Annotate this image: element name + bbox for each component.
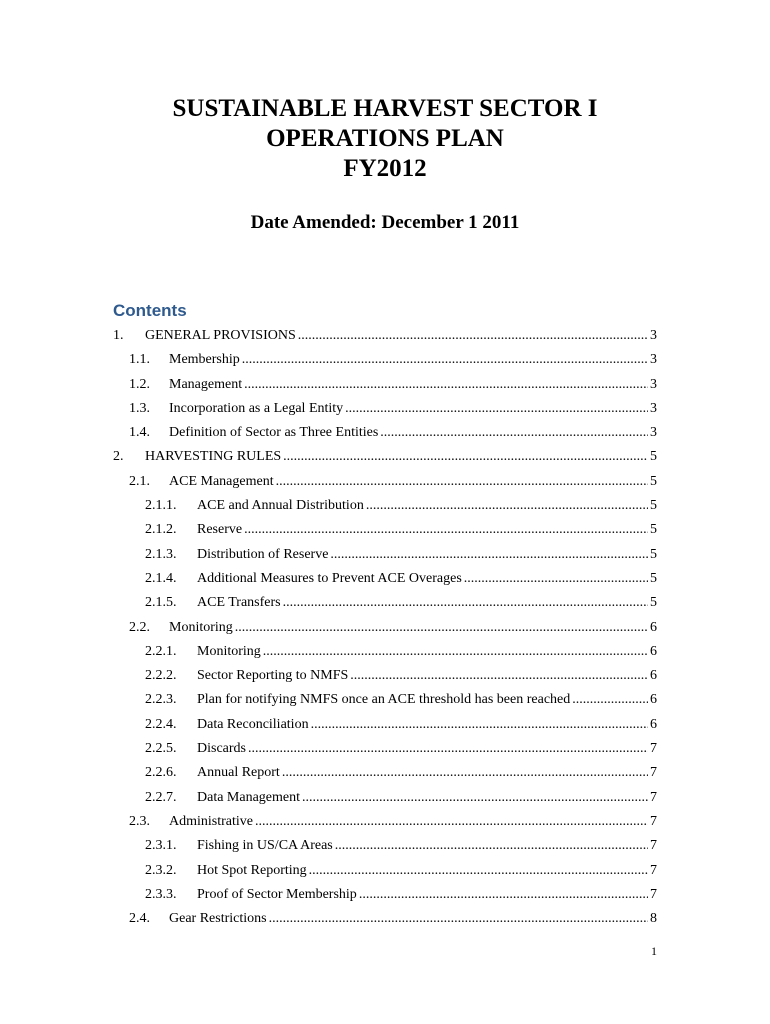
toc-entry-label: Plan for notifying NMFS once an ACE threshold has been reached [197,692,571,708]
title-line-2: OPERATIONS PLAN [266,125,504,152]
toc-entry-text [197,761,657,785]
toc-entry-label: Management [169,376,243,392]
toc-entry-page: 6 [650,668,657,684]
toc-dot-leader [282,761,648,785]
toc-entry-number: 2.2.7. [145,789,177,805]
toc-entry-text [197,543,657,567]
toc-entry-label: ACE Transfers [197,595,281,611]
toc-dot-leader [269,907,648,931]
toc-entry-text [169,397,657,421]
toc-entry[interactable] [0,616,770,640]
toc-entry-page: 3 [650,376,657,392]
toc-entry[interactable] [0,567,770,591]
toc-entry-text [169,907,657,931]
toc-entry-text [169,470,657,494]
toc-entry-number: 2.1.2. [145,522,177,538]
toc-entry-page: 3 [650,400,657,416]
toc-entry-text [169,348,657,372]
toc-entry-text [197,688,657,712]
toc-entry-page: 6 [650,716,657,732]
toc-entry-number: 2.2.4. [145,716,177,732]
toc-entry-number: 1.1. [129,352,150,368]
toc-entry-text [169,421,657,445]
toc-entry-page: 7 [650,886,657,902]
toc-dot-leader [298,324,648,348]
title-line-3: FY2012 [343,155,427,182]
toc-entry[interactable] [0,907,770,931]
toc-entry-page: 5 [650,449,657,465]
toc-entry[interactable] [0,761,770,785]
toc-entry-number: 2.1.4. [145,570,177,586]
toc-entry[interactable] [0,640,770,664]
toc-entry-label: Sector Reporting to NMFS [197,668,349,684]
toc-entry[interactable] [0,470,770,494]
toc-dot-leader [366,494,648,518]
toc-entry[interactable] [0,737,770,761]
toc-entry-page: 7 [650,789,657,805]
toc-entry-text [145,324,657,348]
toc-entry-number: 2.3.1. [145,838,177,854]
toc-entry[interactable] [0,786,770,810]
toc-dot-leader [235,616,648,640]
toc-entry-text [169,616,657,640]
toc-entry[interactable] [0,688,770,712]
toc-entry-page: 6 [650,692,657,708]
toc-entry[interactable] [0,348,770,372]
toc-entry-page: 7 [650,765,657,781]
toc-entry-number: 1.3. [129,400,150,416]
toc-entry[interactable] [0,810,770,834]
toc-entry[interactable] [0,591,770,615]
toc-entry-label: ACE Management [169,473,274,489]
toc-entry-label: Data Management [197,789,301,805]
toc-dot-leader [345,397,648,421]
toc-dot-leader [572,688,648,712]
toc-entry[interactable] [0,664,770,688]
toc-entry-label: Proof of Sector Membership [197,886,357,902]
toc-dot-leader [242,348,648,372]
toc-entry-text [145,445,657,469]
toc-entry-text [197,883,657,907]
toc-entry[interactable] [0,324,770,348]
toc-entry-page: 7 [650,862,657,878]
toc-entry-number: 2.2.3. [145,692,177,708]
toc-entry-label: Reserve [197,522,243,538]
toc-entry-label: Definition of Sector as Three Entities [169,425,379,441]
toc-entry-number: 2.2.1. [145,643,177,659]
toc-entry-text [197,567,657,591]
toc-dot-leader [255,810,648,834]
toc-entry-text [197,737,657,761]
toc-entry-label: Administrative [169,813,253,829]
toc-entry[interactable] [0,859,770,883]
toc-entry-page: 5 [650,595,657,611]
toc-entry-text [197,640,657,664]
toc-entry-label: Fishing in US/CA Areas [197,838,333,854]
toc-entry[interactable] [0,445,770,469]
toc-entry-text [169,810,657,834]
toc-entry-label: Monitoring [197,643,261,659]
toc-entry-text [169,373,657,397]
toc-entry-number: 2.2. [129,619,150,635]
toc-entry[interactable] [0,373,770,397]
toc-entry[interactable] [0,421,770,445]
page-number: 1 [651,944,657,958]
table-of-contents [0,324,770,931]
toc-entry[interactable] [0,834,770,858]
toc-entry-page: 7 [650,838,657,854]
toc-entry-text [197,518,657,542]
toc-entry[interactable] [0,543,770,567]
toc-entry[interactable] [0,518,770,542]
toc-entry-page: 5 [650,473,657,489]
toc-dot-leader [311,713,648,737]
toc-entry[interactable] [0,494,770,518]
toc-entry-number: 2.1.5. [145,595,177,611]
toc-entry-label: Incorporation as a Legal Entity [169,400,344,416]
toc-entry-page: 5 [650,498,657,514]
toc-entry[interactable] [0,883,770,907]
toc-entry-page: 8 [650,911,657,927]
contents-heading: Contents [113,301,187,320]
toc-entry-number: 2.3. [129,813,150,829]
toc-entry-number: 2.3.3. [145,886,177,902]
toc-dot-leader [330,543,648,567]
date-amended: Date Amended: December 1 2011 [250,212,520,233]
toc-entry-page: 6 [650,619,657,635]
toc-entry-text [197,664,657,688]
toc-entry-page: 5 [650,570,657,586]
toc-dot-leader [283,591,648,615]
toc-dot-leader [276,470,648,494]
toc-entry-number: 2.1. [129,473,150,489]
toc-entry-text [197,591,657,615]
toc-entry-label: ACE and Annual Distribution [197,498,364,514]
toc-dot-leader [380,421,648,445]
toc-dot-leader [464,567,648,591]
toc-entry-number: 2.3.2. [145,862,177,878]
toc-entry-label: GENERAL PROVISIONS [145,328,296,343]
document-title [0,94,770,184]
toc-entry-number: 1.4. [129,425,150,441]
toc-entry-page: 3 [650,425,657,441]
toc-dot-leader [359,883,648,907]
toc-entry-page: 5 [650,522,657,538]
toc-entry-label: Discards [197,741,246,757]
toc-entry-label: Gear Restrictions [169,911,267,927]
toc-entry-number: 2. [113,449,124,465]
toc-entry-text [197,834,657,858]
toc-entry-number: 2.2.5. [145,741,177,757]
toc-entry-number: 2.2.2. [145,668,177,684]
toc-entry-page: 3 [650,328,657,343]
toc-entry-text [197,713,657,737]
toc-entry-number: 2.4. [129,911,150,927]
toc-entry-page: 6 [650,643,657,659]
toc-entry-number: 2.1.1. [145,498,177,514]
toc-entry-page: 5 [650,546,657,562]
toc-dot-leader [350,664,648,688]
toc-entry-page: 7 [650,741,657,757]
toc-entry-label: Monitoring [169,619,233,635]
toc-entry[interactable] [0,713,770,737]
toc-dot-leader [244,373,648,397]
toc-entry-label: Additional Measures to Prevent ACE Overages [197,570,462,586]
toc-entry-label: Distribution of Reserve [197,546,329,562]
toc-dot-leader [335,834,648,858]
toc-dot-leader [248,737,648,761]
toc-dot-leader [244,518,648,542]
toc-entry-label: Data Reconciliation [197,716,309,732]
toc-dot-leader [263,640,648,664]
toc-entry-number: 2.1.3. [145,546,177,562]
toc-entry-text [197,494,657,518]
toc-entry-label: Membership [169,352,240,368]
toc-entry-number: 2.2.6. [145,765,177,781]
toc-entry-text [197,786,657,810]
toc-entry-label: HARVESTING RULES [145,449,282,465]
toc-entry-page: 7 [650,813,657,829]
toc-entry[interactable] [0,397,770,421]
title-line-1: SUSTAINABLE HARVEST SECTOR I [172,95,598,122]
toc-entry-number: 1.2. [129,376,150,392]
toc-dot-leader [283,445,648,469]
toc-dot-leader [302,786,648,810]
toc-entry-page: 3 [650,352,657,368]
toc-entry-label: Annual Report [197,765,280,781]
toc-entry-text [197,859,657,883]
toc-entry-number: 1. [113,328,124,343]
toc-dot-leader [309,859,648,883]
toc-entry-label: Hot Spot Reporting [197,862,307,878]
